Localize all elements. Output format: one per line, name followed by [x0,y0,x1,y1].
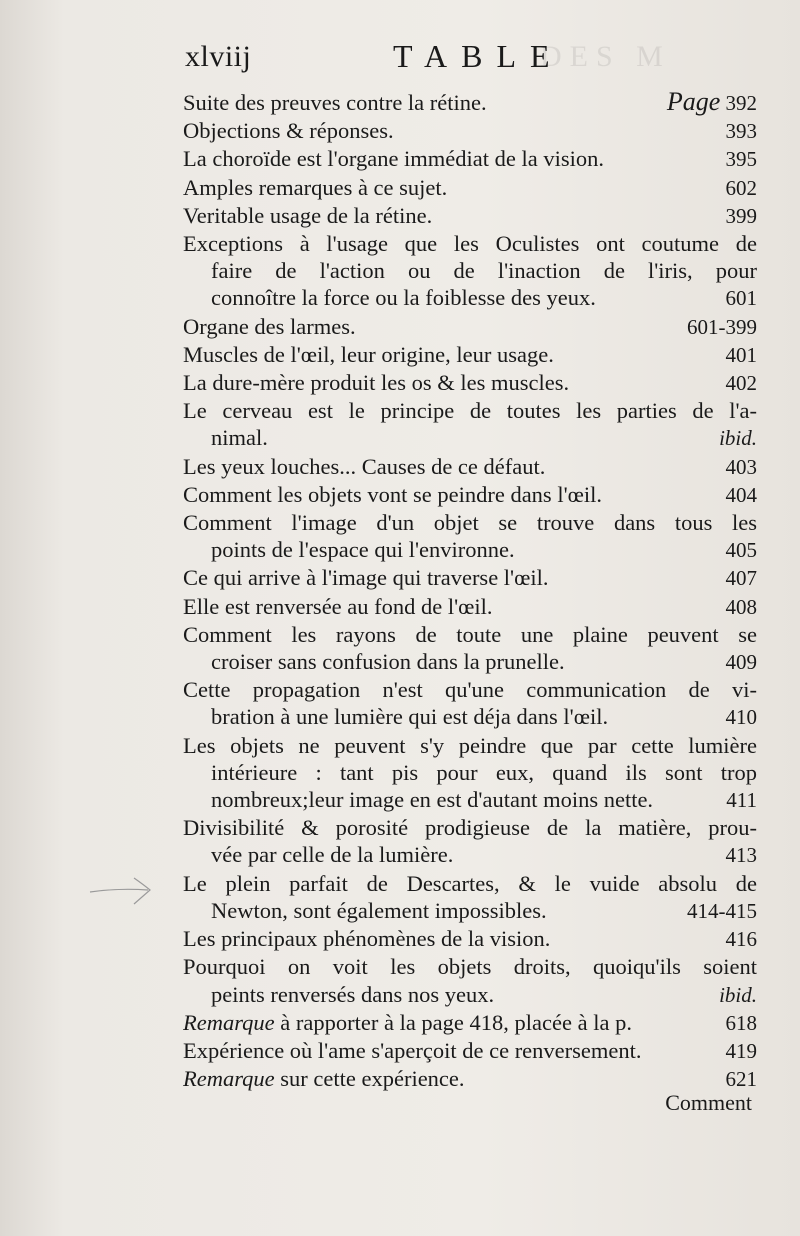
toc-line-body: Objections & réponses. [183,118,394,144]
toc-line-body: Suite des preuves contre la rétine. [183,90,487,115]
page-number: 414-415 [687,898,757,923]
toc-line [183,759,757,786]
toc-entry [183,145,757,173]
running-title: TABLE [393,38,564,74]
toc-line [183,593,757,621]
toc-line-text [211,648,565,675]
toc-line [183,230,757,257]
toc-entry [183,481,757,509]
toc-line [183,703,757,731]
toc-line [183,676,757,703]
toc-line [183,397,757,424]
toc-page-ref [657,88,757,117]
page-number: 402 [725,371,757,396]
pencil-arrow-mark [88,870,158,910]
toc-line [183,648,757,676]
toc-entry [183,341,757,369]
toc-entry [183,814,757,869]
toc-line [183,564,757,592]
toc-line-body: La choroïde est l'organe immédiat de la vision. [183,146,605,172]
toc-page-ref [716,537,758,564]
toc-entry [183,509,757,564]
toc-line [183,481,757,509]
toc-line-text: faire de l'action ou de l'inaction de l'iris, pour [211,258,757,284]
toc-line-text [183,1009,632,1036]
toc-line-body: à rapporter à la page 418, placée à la p. [280,1009,632,1035]
toc-line [183,88,757,117]
toc-line-body: Amples remarques à ce sujet. [183,174,448,200]
toc-line-text: intérieure : tant pis pour eux, quand ils sont trop [211,759,757,785]
toc-line-body: La dure-mère produit les os & les muscles. [183,370,570,396]
toc-line-body: connoître la force ou la foiblesse des yeux. [211,285,596,311]
toc-page-ref [716,118,758,145]
toc-line-text [211,786,653,813]
toc-line-text [211,536,515,563]
toc-line-text [183,925,550,952]
folio-number: xlviij [185,40,252,73]
running-header [185,30,765,80]
toc-line-text [183,481,602,508]
toc-line-text [183,1037,642,1064]
toc-line [183,870,757,897]
toc-page-ref [709,982,757,1009]
page-number: 401 [725,342,757,367]
toc-line [183,953,757,980]
toc-lead-italic: Remarque [183,1009,275,1035]
toc-page-ref [677,898,757,925]
toc-line [183,841,757,869]
toc-line-body: Elle est renversée au fond de l'œil. [183,593,493,619]
toc-line [183,202,757,230]
toc-line-body: nimal. [211,425,268,451]
toc-line [183,536,757,564]
toc-line-text [183,369,569,396]
toc-page-ref [716,1010,758,1037]
page-number: 621 [725,1067,757,1092]
toc-entry [183,621,757,676]
toc-entry [183,117,757,145]
page-number: 409 [725,650,757,675]
toc-line [183,897,757,925]
page-number: 601 [725,286,757,311]
toc-entry [183,732,757,815]
page-number: 393 [725,119,757,144]
toc-line-text [183,564,548,591]
toc-line [183,257,757,284]
toc-entry [183,88,757,117]
toc-page-ref [716,704,758,731]
page-number: 403 [725,454,757,479]
toc-line-body: Muscles de l'œil, leur origine, leur usage. [183,341,554,367]
toc-line-text: Divisibilité & porosité prodigieuse de la matière, prou- [183,815,757,841]
toc-line-text [183,145,604,172]
toc-entry [183,1009,757,1037]
toc-line [183,925,757,953]
toc-line [183,453,757,481]
toc-entry [183,453,757,481]
toc-line-text [211,841,453,868]
table-of-contents [183,88,757,1093]
toc-line-text [183,341,554,368]
toc-page-ref [677,314,757,341]
toc-page-ref [709,425,757,452]
toc-line-body: Les yeux louches... Causes de ce défaut. [183,453,546,479]
toc-line-body: Expérience où l'ame s'aperçoit de ce renversement. [183,1037,642,1063]
toc-line-text: Pourquoi on voit les objets droits, quoiqu'ils soient [183,954,757,980]
toc-page-ref [716,370,758,397]
toc-line [183,341,757,369]
page-number: 413 [725,843,757,868]
toc-line [183,621,757,648]
toc-entry [183,925,757,953]
toc-line-body: peints renversés dans nos yeux. [211,981,495,1007]
toc-page-ref [716,342,758,369]
toc-page-ref [716,842,758,869]
toc-page-ref [716,926,758,953]
toc-line-text [183,453,545,480]
toc-entry [183,174,757,202]
page-label: Page [666,87,721,116]
toc-entry [183,230,757,313]
toc-page-ref [716,787,757,814]
toc-line-body: Ce qui arrive à l'image qui traverse l'œil. [183,565,549,591]
toc-page-ref [716,454,758,481]
toc-page-ref [716,649,758,676]
toc-line-body: points de l'espace qui l'environne. [211,537,515,563]
toc-line [183,424,757,452]
toc-page-ref [716,482,758,509]
toc-line [183,174,757,202]
page-number: 399 [725,203,757,228]
toc-entry [183,953,757,1008]
page-number: 405 [725,538,757,563]
toc-line [183,981,757,1009]
toc-line-text [211,284,596,311]
toc-line-text [211,981,494,1008]
toc-line-text [183,313,356,340]
toc-line-text [183,1065,465,1092]
toc-line-body: vée par celle de la lumière. [211,842,454,868]
toc-entry [183,593,757,621]
toc-entry [183,564,757,592]
toc-page-ref [716,146,758,173]
toc-line-body: nombreux;leur image en est d'autant moins nette. [211,787,654,813]
toc-line-body: bration à une lumière qui est déja dans l'œil. [211,704,609,730]
toc-line-body: croiser sans confusion dans la prunelle. [211,649,565,675]
page-number: 416 [725,927,757,952]
toc-page-ref [716,203,758,230]
page-number: 404 [725,482,757,507]
toc-entry [183,397,757,452]
page-number: 410 [725,705,757,730]
page-number: 408 [725,594,757,619]
toc-line [183,1037,757,1065]
page-number: 419 [725,1038,757,1063]
page-number: ibid. [719,982,757,1007]
toc-line-body: Veritable usage de la rétine. [183,202,433,228]
page-number: 601-399 [687,314,757,339]
toc-line [183,509,757,536]
toc-line [183,786,757,814]
toc-page-ref [716,285,758,312]
toc-line-text: Exceptions à l'usage que les Oculistes ont coutume de [183,231,757,257]
toc-line-text [211,897,547,924]
toc-line-body: Les principaux phénomènes de la vision. [183,926,551,952]
toc-line-body: Organe des larmes. [183,313,356,339]
toc-line-text: Le plein parfait de Descartes, & le vuide absolu de [183,870,757,896]
toc-line-text: Le cerveau est le principe de toutes les parties de l'a- [183,398,757,424]
toc-line-text [183,202,432,229]
toc-line [183,284,757,312]
toc-entry [183,870,757,925]
page-number: 602 [725,175,757,200]
toc-line-text [183,593,493,620]
toc-line [183,145,757,173]
toc-page-ref [716,1038,758,1065]
toc-line-text [183,174,447,201]
toc-line [183,814,757,841]
catchword: Comment [665,1090,752,1115]
toc-page-ref [716,565,758,592]
toc-line [183,369,757,397]
toc-line-text [211,703,608,730]
show-through-text: DES M [540,40,671,73]
toc-line [183,732,757,759]
toc-lead-italic: Remarque [183,1066,275,1092]
toc-line-body: Newton, sont également impossibles. [211,897,547,923]
page-number: 392 [725,91,757,115]
toc-page-ref [716,594,758,621]
toc-line-body: sur cette expérience. [280,1066,465,1092]
toc-line-text: Les objets ne peuvent s'y peindre que par cette lumière [183,732,757,758]
page-number: 395 [725,147,757,172]
toc-entry [183,202,757,230]
toc-line-text: Comment les rayons de toute une plaine peuvent se [183,621,757,647]
page-number: 618 [725,1010,757,1035]
toc-line [183,117,757,145]
toc-line-text [183,89,487,116]
toc-line [183,313,757,341]
page-number: ibid. [719,426,757,451]
page-number: 407 [725,566,757,591]
toc-line [183,1009,757,1037]
toc-line-text: Cette propagation n'est qu'une communication de vi- [183,677,757,703]
toc-entry [183,676,757,731]
toc-page-ref [716,175,758,202]
toc-line-text [211,424,268,451]
toc-line-text: Comment l'image d'un objet se trouve dans tous les [183,510,757,536]
toc-line-text [183,117,394,144]
toc-entry [183,1037,757,1065]
toc-entry [183,369,757,397]
toc-line-body: Comment les objets vont se peindre dans l'œil. [183,481,602,507]
toc-entry [183,313,757,341]
page-number: 411 [726,788,757,813]
